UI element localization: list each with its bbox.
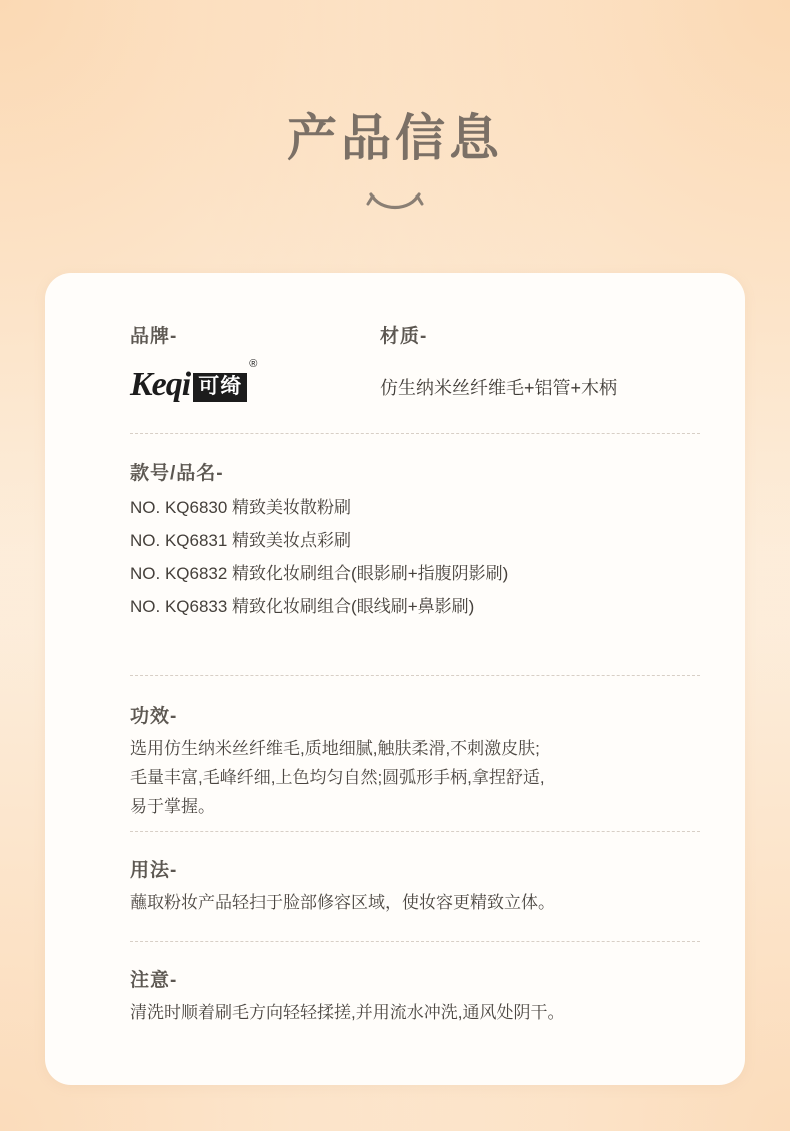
usage-line: 蘸取粉妆产品轻扫于脸部修容区域，使妆容更精致立体。 — [130, 893, 555, 912]
notice-line: 清洗时顺着刷毛方向轻轻揉搓,并用流水冲洗,通风处阴干。 — [130, 1003, 565, 1022]
eyelash-ornament-icon — [0, 190, 790, 224]
model-block — [130, 458, 700, 623]
material-value: 仿生纳米丝纤维毛+铝管+木柄 — [380, 378, 618, 398]
registered-trademark-icon: ® — [249, 358, 258, 370]
brand-logo — [130, 358, 370, 402]
material-label: 材质- — [380, 326, 428, 347]
brand-logo-chinese: 可绮 — [193, 373, 247, 402]
model-item: NO. KQ6833 精致化妆刷组合(眼线刷+鼻影刷) — [130, 597, 475, 616]
effect-line: 毛量丰富,毛峰纤细,上色均匀自然;圆弧形手柄,拿捏舒适, — [130, 768, 545, 787]
model-item: NO. KQ6830 精致美妆散粉刷 — [130, 498, 352, 517]
model-item: NO. KQ6831 精致美妆点彩刷 — [130, 531, 352, 550]
notice-label: 注意- — [130, 970, 178, 991]
divider-4 — [130, 941, 700, 942]
effect-label: 功效- — [130, 706, 178, 727]
notice-block — [130, 965, 700, 1027]
brand-block — [130, 321, 370, 402]
usage-block — [130, 855, 700, 917]
model-item: NO. KQ6832 精致化妆刷组合(眼影刷+指腹阴影刷) — [130, 564, 509, 583]
model-label: 款号/品名- — [130, 463, 224, 484]
brand-material-row — [130, 321, 700, 441]
info-card — [45, 273, 745, 1085]
effect-line: 易于掌握。 — [130, 797, 215, 816]
brand-logo-latin: Keqi — [130, 366, 191, 403]
divider-2 — [130, 675, 700, 676]
page-title: 产品信息 — [287, 109, 503, 167]
effect-line: 选用仿生纳米丝纤维毛,质地细腻,触肤柔滑,不刺激皮肤; — [130, 739, 540, 758]
material-block — [380, 321, 710, 403]
usage-label: 用法- — [130, 860, 178, 881]
divider-1 — [130, 433, 700, 434]
brand-label: 品牌- — [130, 326, 178, 347]
divider-3 — [130, 831, 700, 832]
effect-block — [130, 701, 700, 821]
